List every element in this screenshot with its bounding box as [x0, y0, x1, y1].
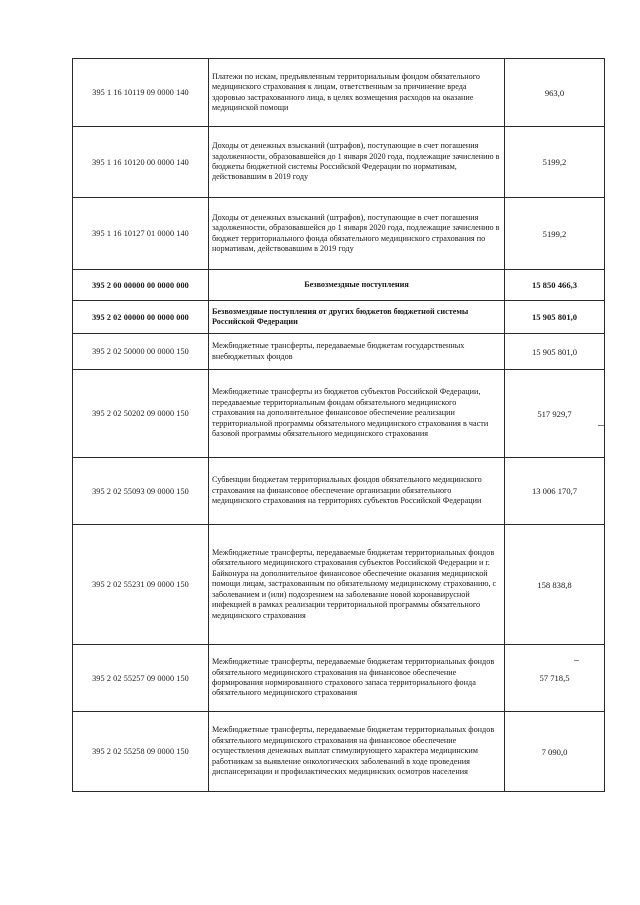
- amount: 517 929,7: [505, 370, 605, 458]
- amount: 7 090,0: [505, 712, 605, 792]
- budget-code: 395 2 02 50000 00 0000 150: [73, 334, 209, 370]
- amount: 13 006 170,7: [505, 458, 605, 525]
- revenue-table: [72, 58, 605, 792]
- budget-code: 395 2 02 00000 00 0000 000: [73, 301, 209, 334]
- table-row: [73, 301, 605, 334]
- amount: 15 905 801,0: [505, 301, 605, 334]
- scan-mark: [574, 660, 579, 661]
- table-row: [73, 127, 605, 198]
- budget-code: 395 2 02 55231 09 0000 150: [73, 525, 209, 645]
- budget-code: 395 2 02 55093 09 0000 150: [73, 458, 209, 525]
- table-row: [73, 525, 605, 645]
- revenue-description: Межбюджетные трансферты, передаваемые бюджетам государственных внебюджетных фондов: [209, 334, 505, 370]
- revenue-description: Межбюджетные трансферты из бюджетов субъектов Российской Федерации, передаваемые территориальным фондам обязательного медицинского страхования на дополнительное финансовое обеспечение реализации территориальной программы обязательного медицинского страхования в части базовой программы обязательного медицинского страхования: [209, 370, 505, 458]
- scan-mark: [598, 425, 604, 426]
- table-row: [73, 59, 605, 127]
- table-row: [73, 270, 605, 301]
- revenue-description: Платежи по искам, предъявленным территориальным фондом обязательного медицинского страхования к лицам, ответственным за причинение вреда здоровью застрахованного лица, в целях возмещения расходов на оказание медицинской помощи: [209, 59, 505, 127]
- table-row: [73, 712, 605, 792]
- budget-code: 395 2 02 55257 09 0000 150: [73, 645, 209, 712]
- revenue-description: Межбюджетные трансферты, передаваемые бюджетам территориальных фондов обязательного медицинского страхования на финансовое обеспечение формирования нормированного страхового запаса территориального фонда обязательного медицинского страхования: [209, 645, 505, 712]
- budget-code: 395 2 00 00000 00 0000 000: [73, 270, 209, 301]
- amount: 5199,2: [505, 198, 605, 270]
- budget-code: 395 2 02 50202 09 0000 150: [73, 370, 209, 458]
- revenue-description: Доходы от денежных взысканий (штрафов), поступающие в счет погашения задолженности, образовавшейся до 1 января 2020 года, подлежащие зачислению в бюджет территориального фонда обязательного медицинского страхования по нормативам, действовавшим в 2019 году: [209, 198, 505, 270]
- amount: 963,0: [505, 59, 605, 127]
- revenue-description: Безвозмездные поступления от других бюджетов бюджетной системы Российской Федерации: [209, 301, 505, 334]
- table-row: [73, 370, 605, 458]
- table-row: [73, 458, 605, 525]
- table-row: [73, 645, 605, 712]
- amount: 57 718,5: [505, 645, 605, 712]
- revenue-description: Межбюджетные трансферты, передаваемые бюджетам территориальных фондов обязательного медицинского страхования субъектов Российской Федерации и г. Байконура на дополнительное финансовое обеспечение оказания медицинской помощи лицам, застрахованным по обязательному медицинскому страхованию, с заболеванием и (или) подозрением на заболевание новой коронавирусной инфекцией в рамках реализации территориальной программы обязательного медицинского страхования: [209, 525, 505, 645]
- revenue-description: Доходы от денежных взысканий (штрафов), поступающие в счет погашения задолженности, образовавшейся до 1 января 2020 года, подлежащие зачислению в бюджеты бюджетной системы Российской Федерации по нормативам, действовавшим в 2019 году: [209, 127, 505, 198]
- amount: 158 838,8: [505, 525, 605, 645]
- amount: 5199,2: [505, 127, 605, 198]
- amount: 15 850 466,3: [505, 270, 605, 301]
- budget-code: 395 1 16 10127 01 0000 140: [73, 198, 209, 270]
- table-row: [73, 198, 605, 270]
- budget-code: 395 1 16 10119 09 0000 140: [73, 59, 209, 127]
- revenue-description: Межбюджетные трансферты, передаваемые бюджетам территориальных фондов обязательного медицинского страхования на финансовое обеспечение осуществления денежных выплат стимулирующего характера медицинским работникам за выявление онкологических заболеваний в ходе проведения диспансеризации и профилактических медицинских осмотров населения: [209, 712, 505, 792]
- budget-code: 395 1 16 10120 00 0000 140: [73, 127, 209, 198]
- revenue-description: Субвенции бюджетам территориальных фондов обязательного медицинского страхования на финансовое обеспечение организации обязательного медицинского страхования на территориях субъектов Российской Федерации: [209, 458, 505, 525]
- amount: 15 905 801,0: [505, 334, 605, 370]
- budget-code: 395 2 02 55258 09 0000 150: [73, 712, 209, 792]
- revenue-description: Безвозмездные поступления: [209, 270, 505, 301]
- table-row: [73, 334, 605, 370]
